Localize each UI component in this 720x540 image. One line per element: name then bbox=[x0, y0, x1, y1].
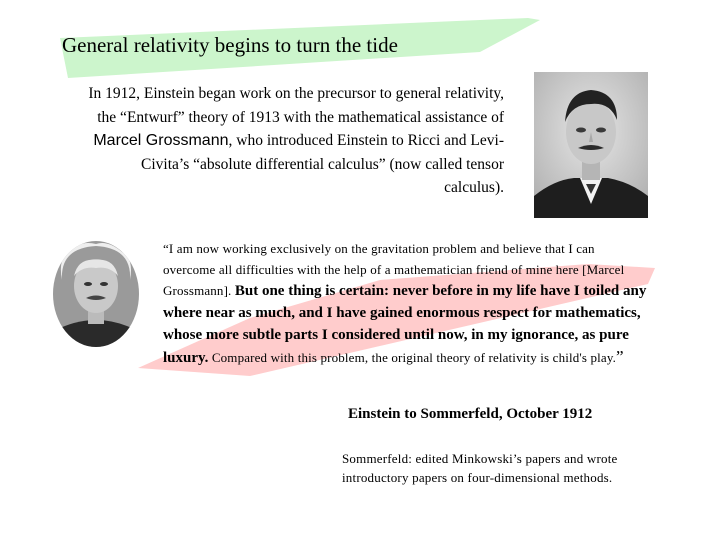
einstein-quote bbox=[163, 238, 649, 369]
quote-close-mark: ” bbox=[616, 347, 624, 366]
quote-text-1: “I am now working exclusively on the gravitation problem and believe that I can overcome all difficulties with the help of a mathematician friend of mine here [Marcel Grossmann]. bbox=[163, 241, 625, 298]
quote-text-2: Compared with this problem, the original theory of relativity is child's play. bbox=[208, 350, 617, 365]
intro-text-1: In 1912, Einstein began work on the precursor to general relativity, the “Entwurf” theory of 1913 with the mathematical assistance of bbox=[88, 85, 504, 126]
grossmann-name: Marcel Grossmann bbox=[93, 132, 229, 149]
sommerfeld-note: Sommerfeld: edited Minkowski’s papers and wrote introductory papers on four-dimensional methods. bbox=[342, 451, 618, 485]
slide-title: General relativity begins to turn the tide bbox=[62, 33, 398, 57]
einstein-portrait bbox=[52, 240, 140, 348]
quote-attribution: Einstein to Sommerfeld, October 1912 bbox=[348, 406, 593, 422]
intro-text-2: , who introduced Einstein to Ricci and Levi-Civita’s “absolute differential calculus” (now called tensor calculus). bbox=[141, 132, 504, 196]
intro-paragraph bbox=[84, 82, 504, 200]
grossmann-portrait bbox=[534, 72, 648, 218]
quote-bold-text: But one thing is certain: never before in my life have I toiled any where near as much, and I have gained enormous respect for mathematics, whose more subtle parts I considered until now, in my ignorance, as pure luxury. bbox=[163, 283, 647, 366]
